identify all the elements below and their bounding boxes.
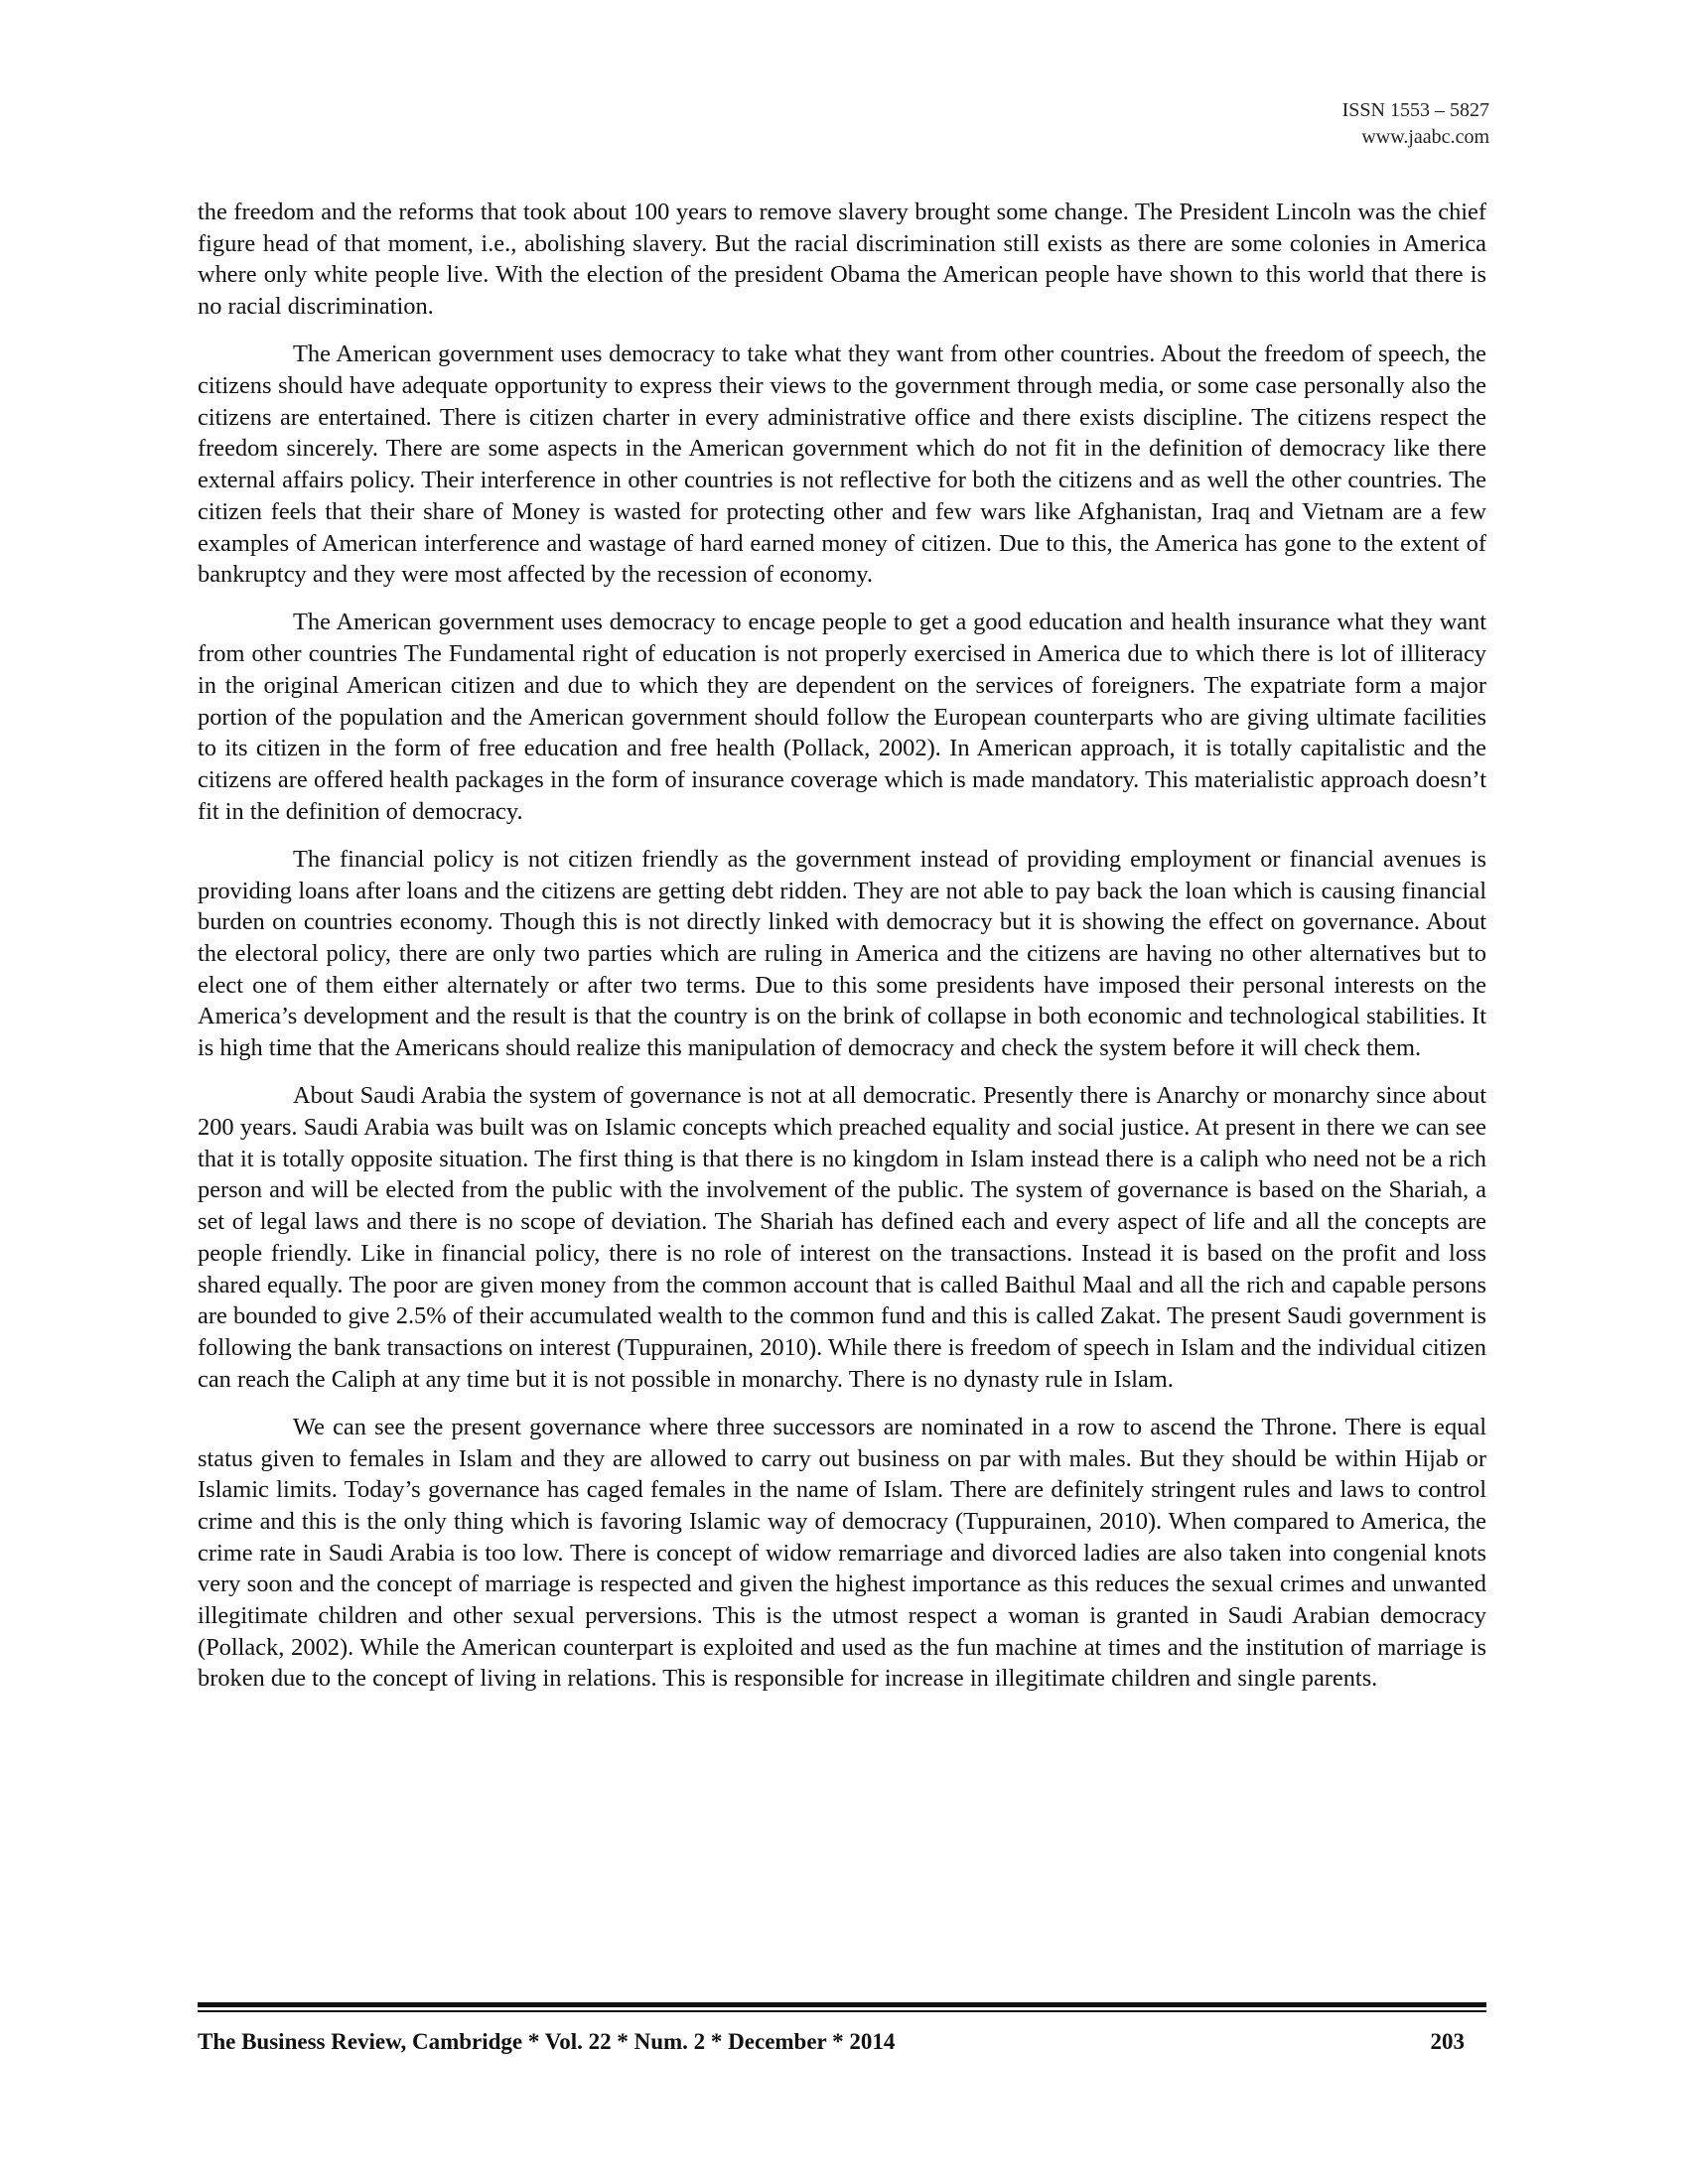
issn-label: ISSN 1553 – 5827	[1341, 99, 1489, 121]
page-footer	[198, 2029, 1465, 2055]
journal-citation: The Business Review, Cambridge * Vol. 22 * Num. 2 * December * 2014	[198, 2029, 896, 2054]
body-paragraph-continued: the freedom and the reforms that took about 100 years to remove slavery brought some change. The President Lincoln was the chief figure head of that moment, i.e., abolishing slavery. But the racial discrimination still exists as there are some colonies in America where only white people live. With the election of the president Obama the American people have shown to this world that there is no racial discrimination.	[198, 199, 1486, 321]
body-paragraph: The financial policy is not citizen friendly as the government instead of providing employment or financial avenues is providing loans after loans and the citizens are getting debt ridden. They are not able to pay back the loan which is causing financial burden on countries economy. Though this is not directly linked with democracy but it is showing the effect on governance. About the electoral policy, there are only two parties which are ruling in America and the citizens are having no other alternatives but to elect one of them either alternately or after two terms. Due to this some presidents have imposed their personal interests on the America’s development and the result is that the country is on the brink of collapse in both economic and technological stabilities. It is high time that the Americans should realize this manipulation of democracy and check the system before it will check them.	[198, 845, 1486, 1062]
website-link[interactable]: www.jaabc.com	[1361, 126, 1489, 148]
article-body	[198, 197, 1486, 1711]
footer-divider-thin	[198, 2010, 1486, 2012]
page-number: 203	[1430, 2029, 1465, 2054]
footer-divider-thick	[198, 2002, 1486, 2007]
page-header	[1342, 97, 1489, 151]
body-paragraph: We can see the present governance where three successors are nominated in a row to ascend the Throne. There is equal status given to females in Islam and they are allowed to carry out business on par with males. But they should be within Hijab or Islamic limits. Today’s governance has caged females in the name of Islam. There are definitely stringent rules and laws to control crime and this is the only thing which is favoring Islamic way of democracy (Tuppurainen, 2010). When compared to America, the crime rate in Saudi Arabia is too low. There is concept of widow remarriage and divorced ladies are also taken into congenial knots very soon and the concept of marriage is respected and given the highest importance as this reduces the sexual crimes and unwanted illegitimate children and other sexual perversions. This is the utmost respect a woman is granted in Saudi Arabian democracy (Pollack, 2002). While the American counterpart is exploited and used as the fun machine at times and the institution of marriage is broken due to the concept of living in relations. This is responsible for increase in illegitimate children and single parents.	[198, 1413, 1486, 1693]
body-paragraph: The American government uses democracy to take what they want from other countries. About the freedom of speech, the citizens should have adequate opportunity to express their views to the government through media, or some case personally also the citizens are entertained. There is citizen charter in every administrative office and there exists discipline. The citizens respect the freedom sincerely. There are some aspects in the American government which do not fit in the definition of democracy like there external affairs policy. Their interference in other countries is not reflective for both the citizens and as well the other countries. The citizen feels that their share of Money is wasted for protecting other and few wars like Afghanistan, Iraq and Vietnam are a few examples of American interference and wastage of hard earned money of citizen. Due to this, the America has gone to the extent of bankruptcy and they were most affected by the recession of economy.	[198, 341, 1486, 589]
body-paragraph: About Saudi Arabia the system of governance is not at all democratic. Presently there is Anarchy or monarchy since about 200 years. Saudi Arabia was built was on Islamic concepts which preached equality and social justice. At present in there we can see that it is totally opposite situation. The first thing is that there is no kingdom in Islam instead there is a caliph who need not be a rich person and will be elected from the public with the involvement of the public. The system of governance is based on the Shariah, a set of legal laws and there is no scope of deviation. The Shariah has defined each and every aspect of life and all the concepts are people friendly. Like in financial policy, there is no role of interest on the transactions. Instead it is based on the profit and loss shared equally. The poor are given money from the common account that is called Baithul Maal and all the rich and capable persons are bounded to give 2.5% of their accumulated wealth to the common fund and this is called Zakat. The present Saudi government is following the bank transactions on interest (Tuppurainen, 2010). While there is freedom of speech in Islam and the individual citizen can reach the Caliph at any time but it is not possible in monarchy. There is no dynasty rule in Islam.	[198, 1082, 1486, 1393]
body-paragraph: The American government uses democracy to encage people to get a good education and health insurance what they want from other countries The Fundamental right of education is not properly exercised in America due to which there is lot of illiteracy in the original American citizen and due to which they are dependent on the services of foreigners. The expatriate form a major portion of the population and the American government should follow the European counterparts who are giving ultimate facilities to its citizen in the form of free education and free health (Pollack, 2002). In American approach, it is totally capitalistic and the citizens are offered health packages in the form of insurance coverage which is made mandatory. This materialistic approach doesn’t fit in the definition of democracy.	[198, 609, 1486, 825]
